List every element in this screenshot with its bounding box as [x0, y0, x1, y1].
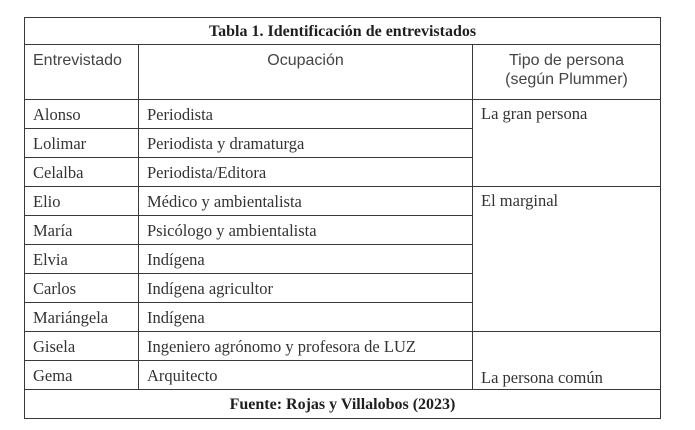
- ocupacion-cell: Periodista/Editora: [139, 158, 473, 187]
- header-tipo-line1: Tipo de persona: [508, 52, 625, 69]
- table-source: Fuente: Rojas y Villalobos (2023): [25, 390, 661, 419]
- entrevistado-cell: Lolimar: [25, 129, 139, 158]
- entrevistado-cell: Mariángela: [25, 303, 139, 332]
- entrevistado-cell: Celalba: [25, 158, 139, 187]
- footer-row: [25, 390, 661, 419]
- tipo-cell: El marginal: [473, 187, 661, 332]
- table-container: [24, 17, 660, 419]
- ocupacion-cell: Indígena agricultor: [139, 274, 473, 303]
- ocupacion-cell: Periodista: [139, 100, 473, 129]
- ocupacion-cell: Indígena: [139, 303, 473, 332]
- entrevistado-cell: Alonso: [25, 100, 139, 129]
- entrevistado-cell: María: [25, 216, 139, 245]
- tipo-cell: La persona común: [473, 332, 661, 390]
- header-entrevistado: Entrevistado: [25, 45, 139, 100]
- ocupacion-cell: Arquitecto: [139, 361, 473, 390]
- entrevistado-cell: Gema: [25, 361, 139, 390]
- header-tipo-line2: (según Plummer): [505, 71, 628, 88]
- ocupacion-cell: Indígena: [139, 245, 473, 274]
- header-row: [25, 45, 661, 100]
- ocupacion-cell: Ingeniero agrónomo y profesora de LUZ: [139, 332, 473, 361]
- table-row: [25, 187, 661, 216]
- ocupacion-cell: Periodista y dramaturga: [139, 129, 473, 158]
- table-row: [25, 332, 661, 361]
- table-row: [25, 100, 661, 129]
- ocupacion-cell: Médico y ambientalista: [139, 187, 473, 216]
- title-row: [25, 18, 661, 45]
- tipo-cell: La gran persona: [473, 100, 661, 187]
- entrevistado-cell: Elvia: [25, 245, 139, 274]
- entrevistado-cell: Elio: [25, 187, 139, 216]
- ocupacion-cell: Psicólogo y ambientalista: [139, 216, 473, 245]
- entrevistado-cell: Gisela: [25, 332, 139, 361]
- header-tipo-persona: [473, 45, 661, 100]
- table-title: Tabla 1. Identificación de entrevistados: [25, 18, 661, 45]
- interviewees-table: [24, 17, 661, 419]
- entrevistado-cell: Carlos: [25, 274, 139, 303]
- header-ocupacion: Ocupación: [139, 45, 473, 100]
